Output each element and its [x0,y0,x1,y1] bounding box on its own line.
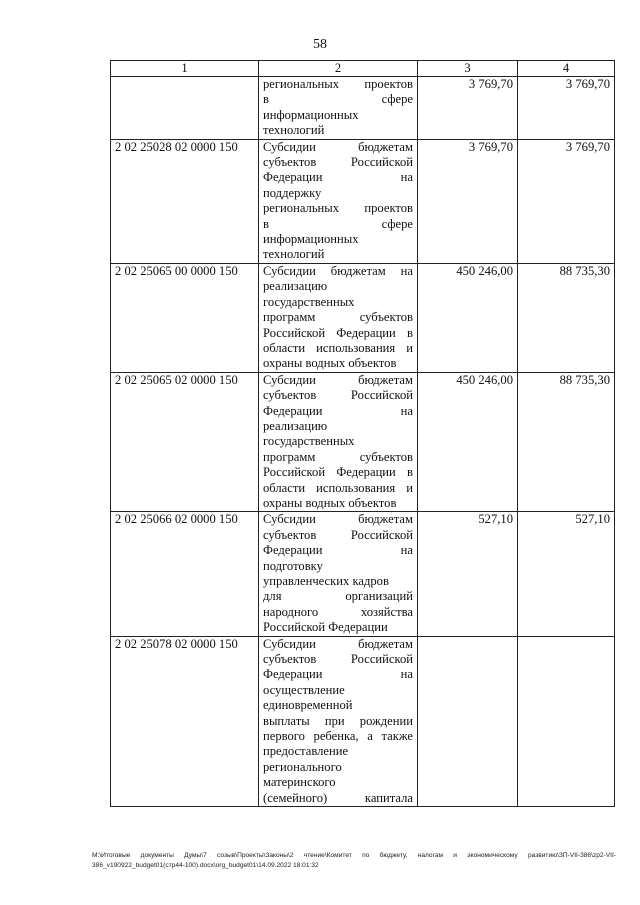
row-value-3: 3 769,70 [418,139,518,263]
table-row [111,139,615,263]
row-code: 2 02 25028 02 0000 150 [111,139,259,263]
table-row [111,263,615,372]
row-value-4: 3 769,70 [518,139,615,263]
table-row [111,372,615,512]
row-value-4: 3 769,70 [518,77,615,140]
column-header-4: 4 [518,61,615,77]
row-value-3: 450 246,00 [418,372,518,512]
row-name: Субсидии бюджетам субъектов Российской Федерации на подготовку управленческих кадров для организаций народного хозяйства Российской Федерации [259,512,418,636]
table-header-row [111,61,615,77]
row-name: Субсидии бюджетам субъектов Российской Федерации на осуществление единовременной выплаты при рождении первого ребенка, а также предоставление регионального материнского (семейного) капитала [259,636,418,806]
row-value-4 [518,636,615,806]
row-code: 2 02 25065 00 0000 150 [111,263,259,372]
row-value-4: 527,10 [518,512,615,636]
row-value-4: 88 735,30 [518,263,615,372]
row-value-3: 527,10 [418,512,518,636]
row-name: Субсидии бюджетам субъектов Российской Федерации на реализацию государственных программ субъектов Российской Федерации в области использования и охраны водных объектов [259,372,418,512]
row-value-4: 88 735,30 [518,372,615,512]
row-name: Субсидии бюджетам субъектов Российской Федерации на поддержку региональных проектов в сфере информационных технологий [259,139,418,263]
page-number: 58 [313,37,327,52]
row-value-3 [418,636,518,806]
row-name: Субсидии бюджетам на реализацию государственных программ субъектов Российской Федерации в области использования и охраны водных объектов [259,263,418,372]
row-code [111,77,259,140]
table-row [111,636,615,806]
row-code: 2 02 25078 02 0000 150 [111,636,259,806]
document-path-footer: M:\Итоговые документы Думы\7 созыв\Проекты\Законы\2 чтение\Комитет по бюджету, налогам и экономическому развитию\ЗП-VII-386\zp2-VII-386_v190922_budget01(стр44-100).docx\org_budget01\14.09.2022 18:01:32 [92,852,616,869]
table-row [111,77,615,140]
row-value-3: 3 769,70 [418,77,518,140]
table-row [111,512,615,636]
budget-table [110,60,615,807]
row-code: 2 02 25066 02 0000 150 [111,512,259,636]
column-header-1: 1 [111,61,259,77]
row-value-3: 450 246,00 [418,263,518,372]
column-header-2: 2 [259,61,418,77]
row-code: 2 02 25065 02 0000 150 [111,372,259,512]
row-name: региональных проектов в сфере информационных технологий [259,77,418,140]
column-header-3: 3 [418,61,518,77]
